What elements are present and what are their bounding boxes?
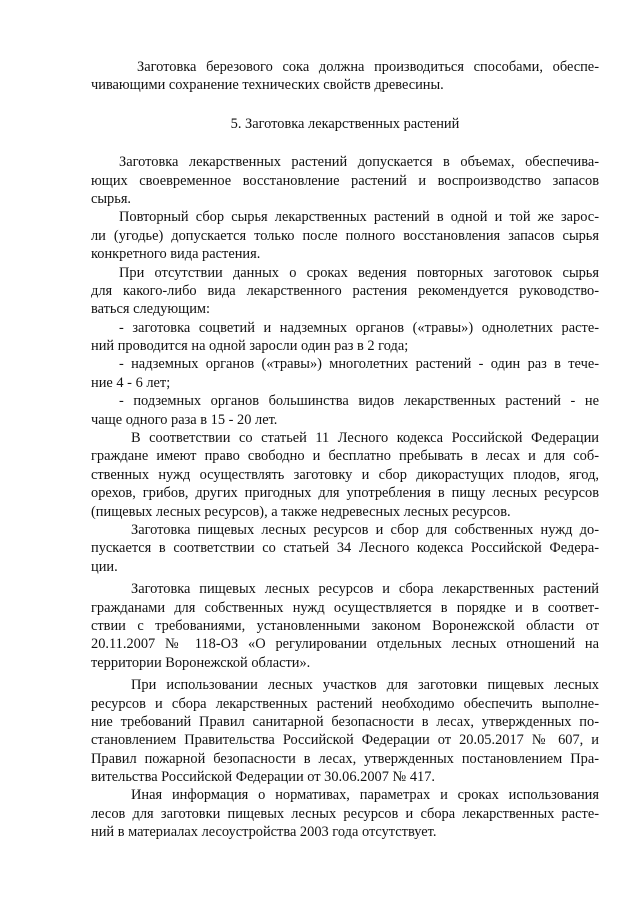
paragraph-safety-rules — [91, 676, 599, 786]
text-line: становлением Правительства Российской Федерации от 20.05.2017 № 607, и — [91, 732, 599, 749]
text-line: ние 4 - 6 лет; — [91, 374, 171, 391]
text-line: ции. — [91, 558, 118, 575]
paragraph-voronezh-law — [91, 580, 599, 672]
text-line: Заготовка пищевых лесных ресурсов и сбор для собственных нужд до- — [131, 521, 599, 538]
text-line: для какого-либо вида лекарственного растения рекомендуется руководство- — [91, 282, 599, 299]
text-line: Повторный сбор сырья лекарственных растений в одной и той же зарос- — [119, 209, 599, 226]
text-line: Заготовка лекарственных растений допускается в объемах, обеспечива- — [119, 154, 599, 171]
text-line: пускается в соответствии со статьей 34 Лесного кодекса Российской Федера- — [91, 540, 599, 557]
text-line: ственных нужд осуществлять заготовку и сбор дикорастущих плодов, ягод, — [91, 466, 599, 483]
text-line: ющих своевременное восстановление растений и воспроизводство запасов — [91, 172, 599, 189]
text-line: Заготовка пищевых лесных ресурсов и сбора лекарственных растений — [131, 581, 599, 598]
list-item-underground-organs — [91, 392, 599, 429]
paragraph-birch-sap — [91, 58, 599, 95]
text-line: орехов, грибов, других пригодных для употребления в пищу лесных ресурсов — [91, 485, 599, 502]
text-line: ние требований Правил санитарной безопасности в лесах, утвержденных по- — [91, 713, 599, 730]
text-line: ний проводится на одной заросли один раз в 2 года; — [91, 338, 409, 355]
text-line: 20.11.2007 № 118-ОЗ «О регулировании отдельных лесных отношений на — [91, 636, 599, 653]
paragraph-article-34 — [91, 521, 599, 576]
text-line: ваться следующим: — [91, 301, 210, 318]
text-line: чаще одного раза в 15 - 20 лет. — [91, 411, 278, 428]
section-heading: 5. Заготовка лекарственных растений — [230, 115, 460, 132]
text-line: - заготовка соцветий и надземных органов («травы») однолетних расте- — [119, 319, 599, 336]
list-item-annual-plants — [91, 319, 599, 356]
text-line: лесов для заготовки пищевых лесных ресурсов и сбора лекарственных расте- — [91, 805, 599, 822]
text-line: Правил пожарной безопасности в лесах, утвержденных постановлением Пра- — [91, 750, 599, 767]
text-line: (пищевых лесных ресурсов), а также недревесных лесных ресурсов. — [91, 503, 511, 520]
text-line: ли (угодье) допускается только после полного восстановления запасов сырья — [91, 227, 599, 244]
text-line: - надземных органов («травы») многолетних растений - один раз в тече- — [119, 356, 599, 373]
paragraph-other-information — [91, 786, 599, 841]
text-line: В соответствии со статьей 11 Лесного кодекса Российской Федерации — [131, 430, 599, 447]
text-line: ресурсов и сбора лекарственных растений необходимо обеспечить выполне- — [91, 695, 599, 712]
text-line: вительства Российской Федерации от 30.06.2007 № 417. — [91, 769, 436, 786]
text-line: Иная информация о нормативах, параметрах и сроках использования — [131, 787, 599, 804]
text-line: Заготовка березового сока должна производиться способами, обеспе- — [137, 59, 599, 75]
paragraph-repeat-collection — [91, 208, 599, 263]
text-line: ний в материалах лесоустройства 2003 года отсутствует. — [91, 824, 437, 841]
text-line: конкретного вида растения. — [91, 246, 261, 263]
list-item-perennial-plants — [91, 355, 599, 392]
paragraph-absence-of-data — [91, 264, 599, 319]
text-line: чивающими сохранение технических свойств древесины. — [91, 77, 444, 94]
text-line: гражданами для собственных нужд осуществляется в порядке и в соответ- — [91, 599, 599, 616]
document-body — [91, 58, 599, 842]
text-line: При использовании лесных участков для заготовки пищевых лесных — [131, 677, 599, 694]
text-line: территории Воронежской области». — [91, 654, 311, 671]
text-line: - подземных органов большинства видов лекарственных растений - не — [119, 393, 599, 410]
paragraph-article-11 — [91, 429, 599, 521]
paragraph-volume — [91, 153, 599, 208]
text-line: ствии с требованиями, установленными законом Воронежской области от — [91, 617, 599, 634]
text-line: сырья. — [91, 190, 132, 207]
text-line: При отсутствии данных о сроках ведения повторных заготовок сырья — [119, 264, 599, 281]
text-line: граждане имеют право свободно и бесплатно пребывать в лесах и для соб- — [91, 448, 599, 465]
